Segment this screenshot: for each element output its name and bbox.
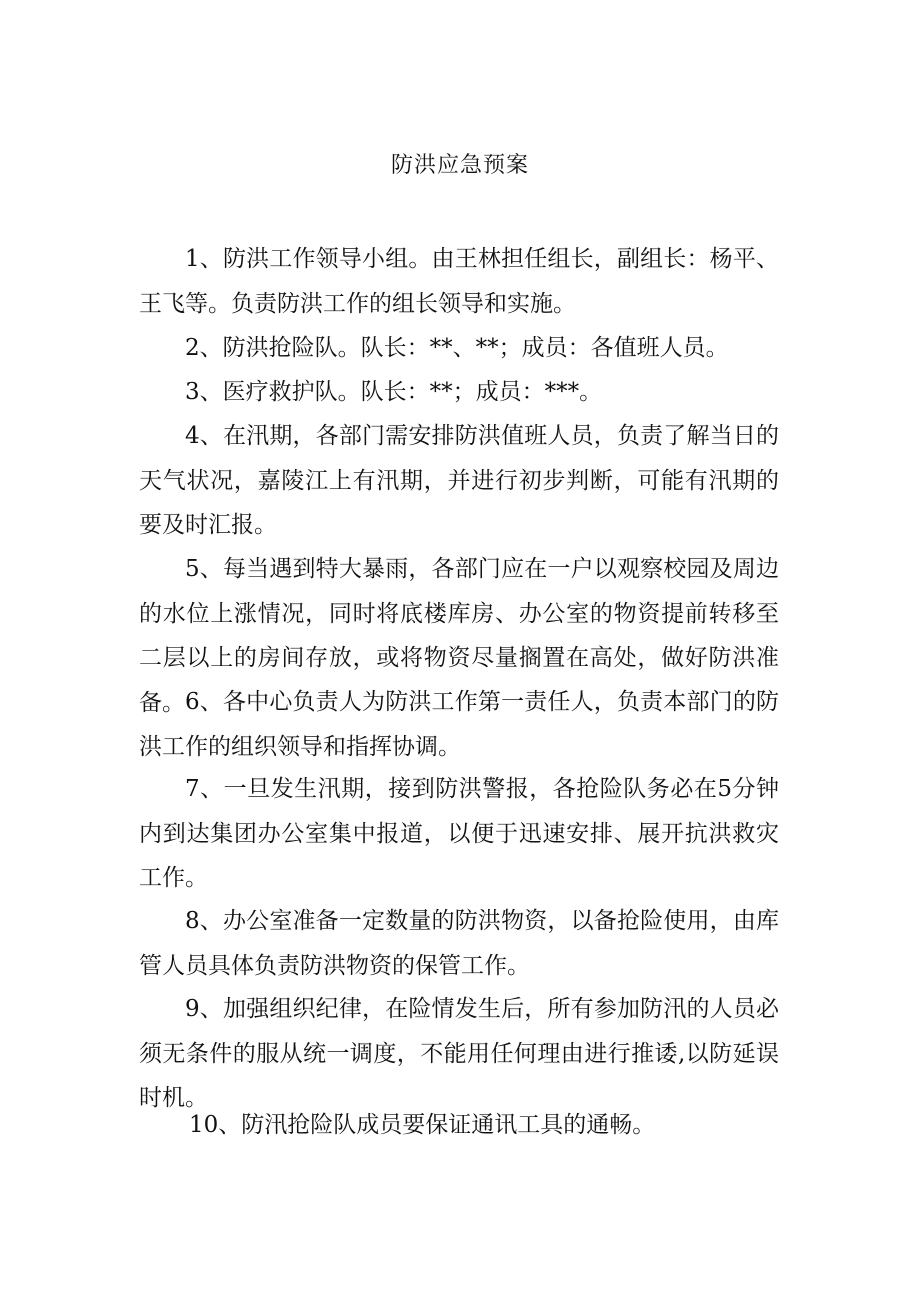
paragraph-4: 4、在汛期，各部门需安排防洪值班人员，负责了解当日的天气状况，嘉陵江上有汛期，并进行初步判断，可能有汛期的要及时汇报。 bbox=[139, 423, 779, 538]
paragraph-3: 3、医疗救护队。队长：**；成员：***。 bbox=[185, 379, 603, 405]
paragraph-1: 1、防洪工作领导小组。由王林担任组长，副组长：杨平、王飞等。负责防洪工作的组长领导和实施。 bbox=[139, 246, 779, 317]
paragraph-7: 7、一旦发生汛期，接到防洪警报，各抢险队务必在5分钟内到达集团办公室集中报道，以便于迅速安排、展开抗洪救灾工作。 bbox=[139, 776, 779, 891]
paragraph-9: 9、加强组织纪律，在险情发生后，所有参加防汛的人员必须无条件的服从统一调度，不能用任何理由进行推诿,以防延误时机。 bbox=[139, 996, 779, 1111]
paragraph-10: 10、防汛抢险队成员要保证通讯工具的通畅。 bbox=[189, 1112, 656, 1138]
document-title: 防洪应急预案 bbox=[390, 153, 529, 178]
paragraph-6: 6、各中心负责人为防洪工作第一责任人，负责本部门的防洪工作的组织领导和指挥协调。 bbox=[139, 689, 779, 760]
paragraph-2: 2、防洪抢险队。队长：**、**；成员：各值班人员。 bbox=[185, 335, 729, 361]
paragraph-8: 8、办公室准备一定数量的防洪物资，以备抢险使用，由库管人员具体负责防洪物资的保管工作。 bbox=[139, 908, 779, 979]
paragraph-5: 5、每当遇到特大暴雨，各部门应在一户以观察校园及周边的水位上涨情况，同时将底楼库房、办公室的物资提前转移至二层以上的房间存放，或将物资尽量搁置在高处，做好防洪准备。 bbox=[139, 556, 779, 716]
